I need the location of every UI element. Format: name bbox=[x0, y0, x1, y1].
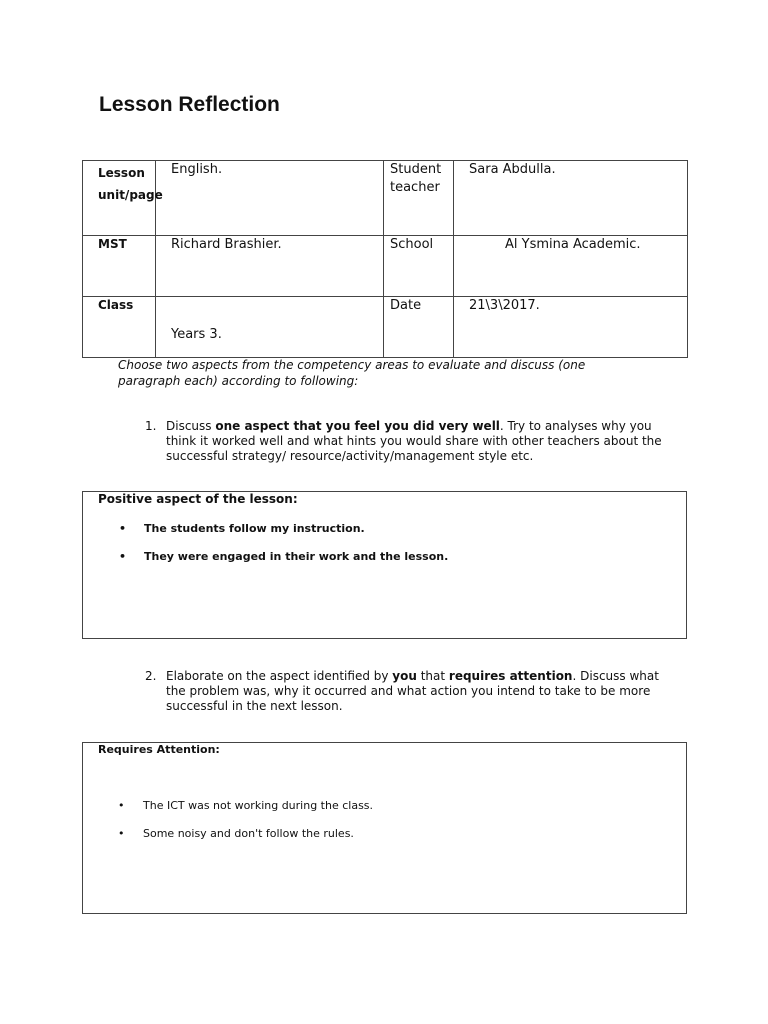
table-row bbox=[83, 236, 688, 297]
positive-aspect-heading: Positive aspect of the lesson: bbox=[98, 492, 298, 506]
table-row bbox=[83, 297, 688, 358]
positive-aspect-list bbox=[119, 522, 448, 563]
school-label: School bbox=[384, 236, 454, 297]
positive-aspect-box bbox=[82, 491, 687, 639]
question-1-number: 1. bbox=[145, 419, 157, 433]
question-2-number: 2. bbox=[145, 669, 157, 683]
date-label: Date bbox=[384, 297, 454, 358]
question-2: 2. Elaborate on the aspect identified by you that requires attention. Discuss what the problem was, why it occurred and what action you intend to take to be more successful in the next lesson. bbox=[145, 669, 659, 713]
question-2-emphasis: requires attention bbox=[448, 669, 573, 683]
requires-attention-box bbox=[82, 742, 687, 914]
school-value: Al Ysmina Academic. bbox=[454, 236, 688, 297]
list-item: • They were engaged in their work and the lesson. bbox=[119, 550, 449, 563]
list-item: • The students follow my instruction. bbox=[119, 522, 365, 535]
requires-attention-list bbox=[118, 799, 373, 840]
list-item: • The ICT was not working during the class. bbox=[118, 799, 374, 812]
date-value: 21\3\2017. bbox=[454, 297, 688, 358]
student-teacher-value: Sara Abdulla. bbox=[454, 161, 688, 236]
lesson-unit-value: English. bbox=[156, 161, 384, 236]
page-title: Lesson Reflection bbox=[99, 93, 280, 116]
list-item: • Some noisy and don't follow the rules. bbox=[118, 827, 354, 840]
student-teacher-label: Student teacher bbox=[384, 161, 454, 236]
mst-value: Richard Brashier. bbox=[156, 236, 384, 297]
class-label: Class bbox=[83, 297, 156, 358]
question-1-emphasis: one aspect that you feel you did very well bbox=[215, 419, 500, 433]
question-1: 1. Discuss one aspect that you feel you did very well. Try to analyses why you think it worked well and what hints you would share with other teachers about the successful strategy/ resource/activity/management style etc. bbox=[145, 419, 662, 463]
requires-attention-heading: Requires Attention: bbox=[98, 743, 220, 756]
lesson-unit-label: Lesson unit/page bbox=[83, 161, 156, 236]
class-value: Years 3. bbox=[156, 297, 384, 358]
mst-label: MST bbox=[83, 236, 156, 297]
info-table bbox=[82, 160, 688, 358]
intro-text: Choose two aspects from the competency areas to evaluate and discuss (one paragraph each) according to following: bbox=[118, 358, 586, 388]
table-row bbox=[83, 161, 688, 236]
